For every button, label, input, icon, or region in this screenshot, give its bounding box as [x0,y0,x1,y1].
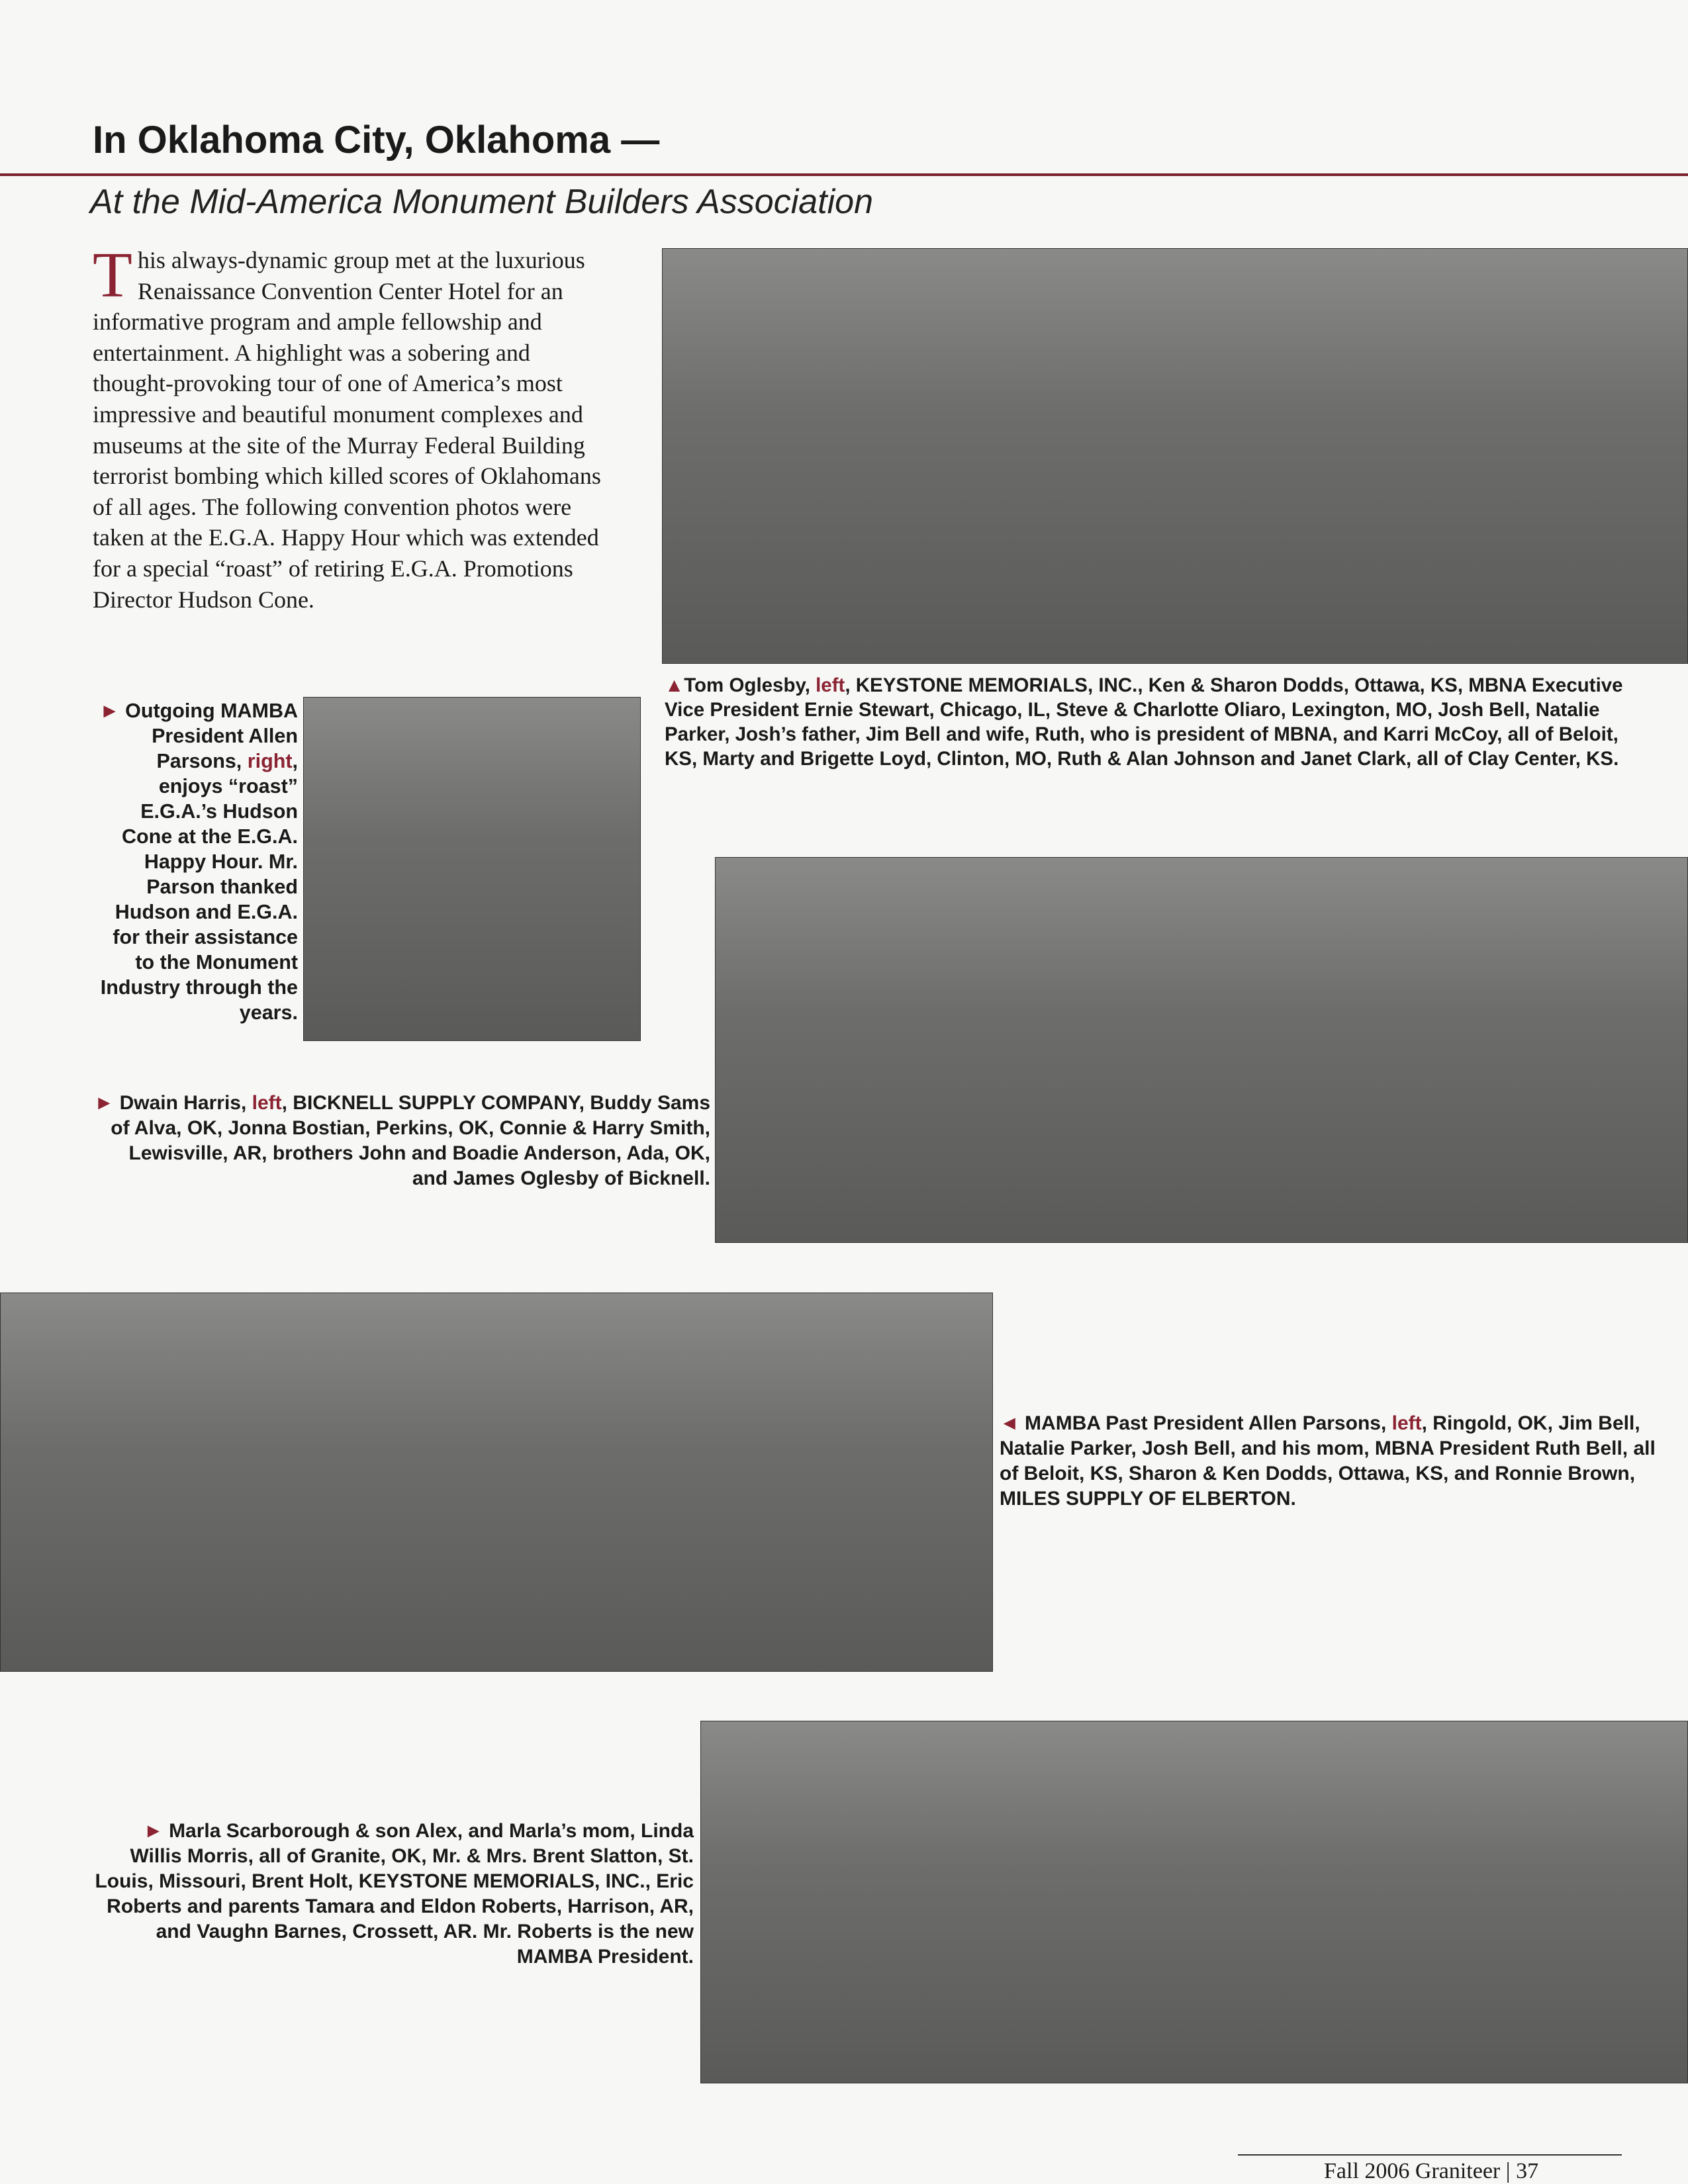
caption-keystone-group [665,673,1638,771]
caption-bicknell-group [91,1091,710,1191]
footer-separator: | [1505,2159,1511,2183]
photo-scarborough-group [700,1721,1688,2083]
caption-scarborough-group [91,1819,694,1970]
caption-text: Dwain Harris, [119,1092,252,1114]
page-number: 37 [1516,2159,1539,2183]
photo-parsons-cone [303,697,641,1041]
caption-arrow-up-icon: ▲ [665,674,684,696]
caption-text: Outgoing MAMBA President Allen Parsons, [125,700,298,772]
caption-arrow-right-icon: ► [94,1092,115,1114]
issue-label: Fall 2006 Graniteer [1324,2159,1501,2183]
photo-keystone-group [662,248,1688,664]
caption-arrow-left-icon: ◄ [1000,1412,1019,1434]
page-subtitle: At the Mid-America Monument Builders Association [90,183,873,221]
caption-past-president-group [1000,1411,1662,1512]
caption-text: Marla Scarborough & son Alex, and Marla’s mom, Linda Willis Morris, all of Granite, OK, Mr. & Mrs. Brent Slatton, St. Louis, Missouri, Brent Holt, KEYSTONE MEMORIALS, INC., Eric Roberts and parents Tamara and Eldon Roberts, Harrison, AR, and Vaughn Barnes, Crossett, AR. Mr. Roberts is the new MAMBA President. [95,1820,694,1968]
intro-paragraph [93,240,609,615]
caption-text: Tom Oglesby, [684,674,816,696]
caption-text: , BICKNELL SUPPLY COMPANY, Buddy Sams of Alva, OK, Jonna Bostian, Perkins, OK, Connie & Harry Smith, Lewisville, AR, brothers John and Boadie Anderson, Ada, OK, and James Oglesby of Bicknell. [111,1092,710,1189]
caption-text: , KEYSTONE MEMORIALS, INC., Ken & Sharon Dodds, Ottawa, KS, MBNA Executive Vice President Ernie Stewart, Chicago, IL, Steve & Charlotte Oliaro, Lexington, MO, Josh Bell, Natalie Parker, Josh’s father, Jim Bell and wife, Ruth, who is president of MBNA, and Karri McCoy, all of Beloit, KS, Marty and Brigette Loyd, Clinton, MO, Ruth & Alan Johnson and Janet Clark, all of Clay Center, KS. [665,674,1623,770]
caption-text: MAMBA Past President Allen Parsons, [1025,1412,1392,1434]
caption-arrow-right-icon: ► [99,700,120,722]
caption-text: , enjoys “roast” E.G.A.’s Hudson Cone at the E.G.A. Happy Hour. Mr. Parson thanked Hudson and E.G.A. for their assistance to the Monument Industry through the years. [100,750,298,1024]
intro-body: his always-dynamic group met at the luxurious Renaissance Convention Center Hotel for an informative program and ample fellowship and entertainment. A highlight was a sobering and thought-provoking tour of one of America’s most impressive and beautiful monument complexes and museums at the site of the Murray Federal Building terrorist bombing which killed scores of Oklahomans of all ages. The following convention photos were taken at the E.G.A. Happy Hour which was extended for a special “roast” of retiring E.G.A. Promotions Director Hudson Cone. [93,247,601,613]
footer-rule [1238,2154,1622,2156]
caption-position: right [247,750,293,772]
title-rule [0,173,1688,176]
caption-text: , Ringold, OK, Jim Bell, Natalie Parker, Josh Bell, and his mom, MBNA President Ruth Bell, all of Beloit, KS, Sharon & Ken Dodds, Ottawa, KS, and Ronnie Brown, MILES SUPPLY OF ELBERTON. [1000,1412,1656,1510]
page-title: In Oklahoma City, Oklahoma — [93,118,660,161]
page-footer [1324,2159,1538,2184]
drop-cap: T [93,240,132,311]
caption-position: left [816,674,845,696]
photo-past-president-group [0,1293,993,1672]
caption-parsons-cone [93,698,298,1025]
caption-position: left [252,1092,282,1114]
photo-bicknell-group [715,857,1688,1243]
caption-arrow-right-icon: ► [144,1820,164,1842]
caption-position: left [1391,1412,1422,1434]
